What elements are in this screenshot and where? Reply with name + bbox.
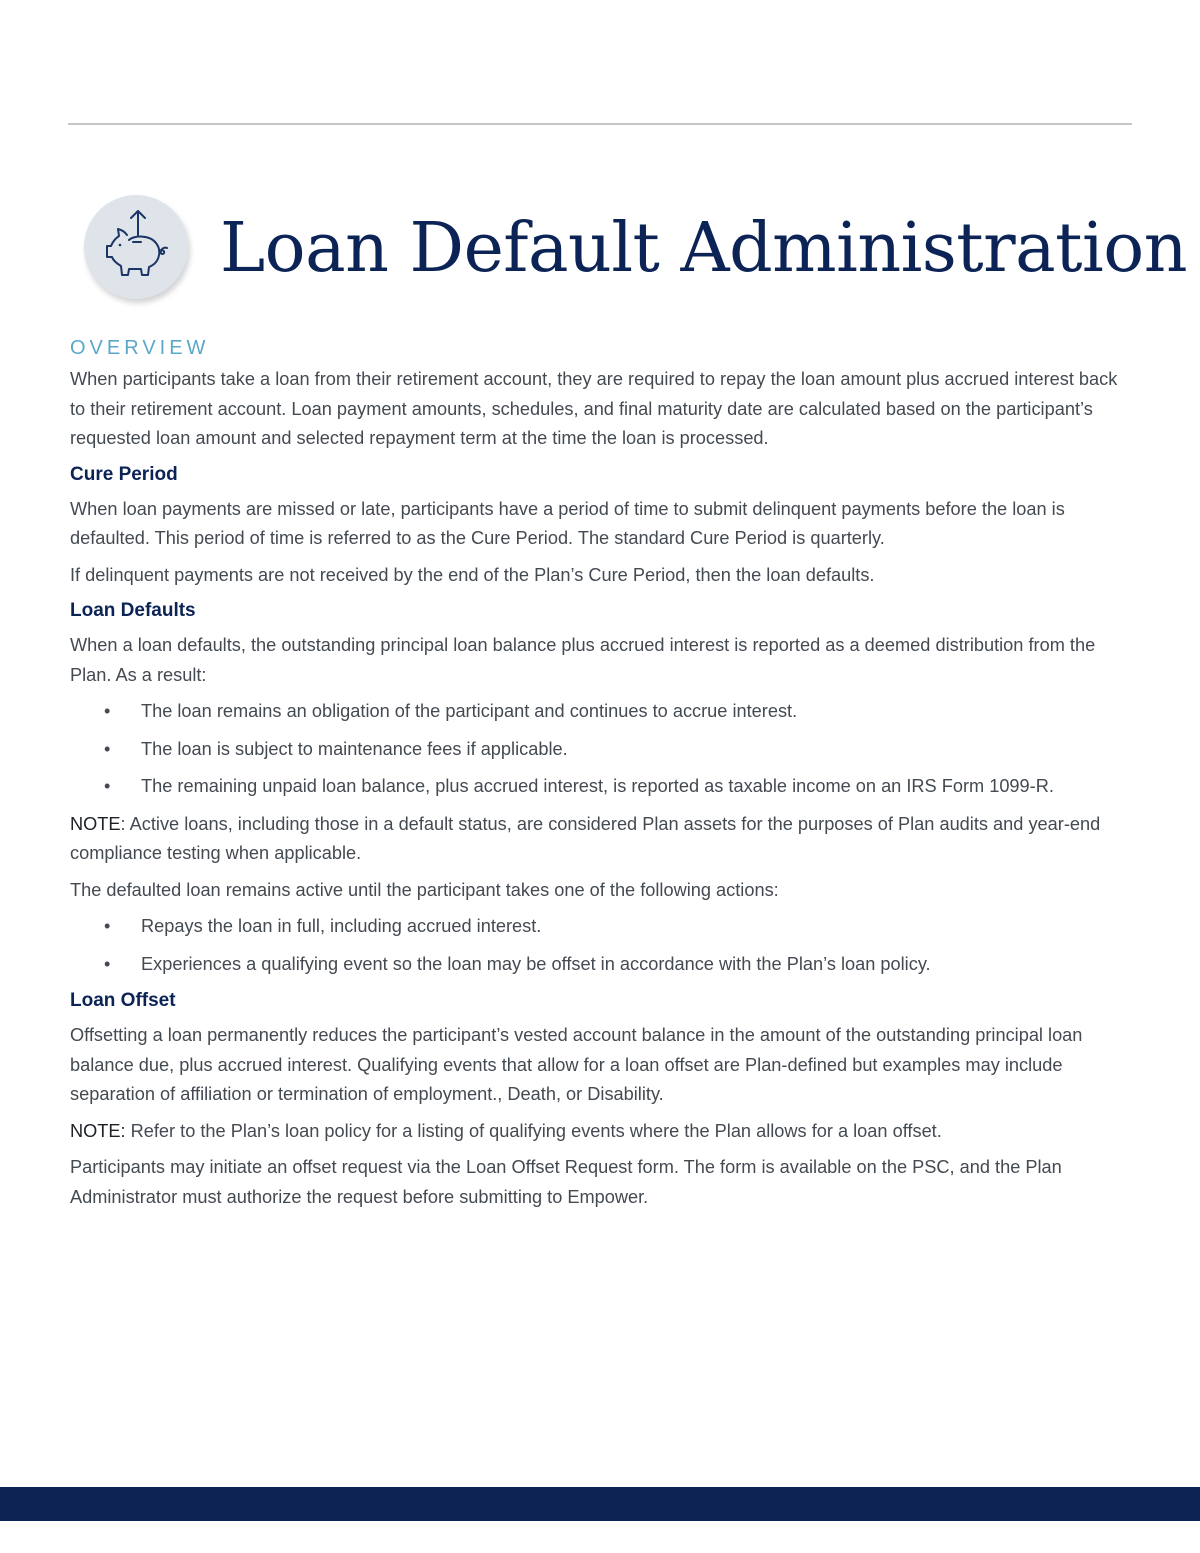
list-item: • The remaining unpaid loan balance, plus accrued interest, is reported as taxable income on an IRS Form 1099-R. <box>70 772 1132 802</box>
header-divider <box>68 123 1132 125</box>
piggy-bank-withdraw-icon <box>84 195 188 299</box>
footer-bar <box>0 1487 1200 1521</box>
cure-period-heading: Cure Period <box>70 463 178 485</box>
bullet-icon: • <box>104 953 111 974</box>
bullet-icon: • <box>104 776 111 796</box>
loan-defaults-note: NOTE: Active loans, including those in a default status, are considered Plan assets for the purposes of Plan audits and year-end compliance testing when applicable. <box>70 813 1101 863</box>
loan-offset-note: NOTE: Refer to the Plan’s loan policy for a listing of qualifying events where the Plan allows for a loan offset. <box>70 1120 942 1141</box>
list-item: • The loan is subject to maintenance fees if applicable. <box>70 735 1132 765</box>
list-item: • The loan remains an obligation of the participant and continues to accrue interest. <box>70 697 1132 727</box>
loan-defaults-result-list <box>70 697 1132 802</box>
list-item: • Repays the loan in full, including accrued interest. <box>70 912 1132 942</box>
loan-defaults-actions-intro: The defaulted loan remains active until the participant takes one of the following actions: <box>70 879 779 900</box>
bullet-icon: • <box>104 916 111 936</box>
document-body <box>70 335 1132 1219</box>
loan-defaults-heading: Loan Defaults <box>70 600 196 621</box>
overview-paragraph: When participants take a loan from their retirement account, they are required to repay the loan amount plus accrued interest back to their retirement account. Loan payment amounts, schedules, and final maturity date are calculated based on the participant’s requested loan amount and selected repayment term at the time the loan is processed. <box>70 369 1118 448</box>
cure-period-default-paragraph: If delinquent payments are not received by the end of the Plan’s Cure Period, then the loan defaults. <box>70 564 875 585</box>
loan-defaults-action-list <box>70 912 1132 979</box>
loan-offset-request-paragraph: Participants may initiate an offset request via the Loan Offset Request form. The form is available on the PSC, and the Plan Administrator must authorize the request before submitting to Empower. <box>70 1157 1062 1207</box>
note-label: NOTE <box>70 813 121 834</box>
note-label: NOTE: <box>70 1120 126 1141</box>
loan-offset-paragraph: Offsetting a loan permanently reduces the participant’s vested account balance in the amount of the outstanding principal loan balance due, plus accrued interest. Qualifying events that allow for a loan offset are Plan-defined but examples may include separation of affiliation or termination of employment., Death, or Disability. <box>70 1025 1083 1104</box>
list-item: • Experiences a qualifying event so the loan may be offset in accordance with the Plan’s loan policy. <box>70 950 1132 980</box>
overview-label: OVERVIEW <box>70 337 210 359</box>
loan-defaults-intro: When a loan defaults, the outstanding principal loan balance plus accrued interest is reported as a deemed distribution from the Plan. As a result: <box>70 635 1096 685</box>
cure-period-paragraph: When loan payments are missed or late, participants have a period of time to submit delinquent payments before the loan is defaulted. This period of time is referred to as the Cure Period. The standard Cure Period is quarterly. <box>70 498 1065 548</box>
bullet-icon: • <box>104 701 111 721</box>
loan-offset-heading: Loan Offset <box>70 990 176 1011</box>
page-title: Loan Default Administration <box>220 209 1187 288</box>
bullet-icon: • <box>104 738 111 759</box>
